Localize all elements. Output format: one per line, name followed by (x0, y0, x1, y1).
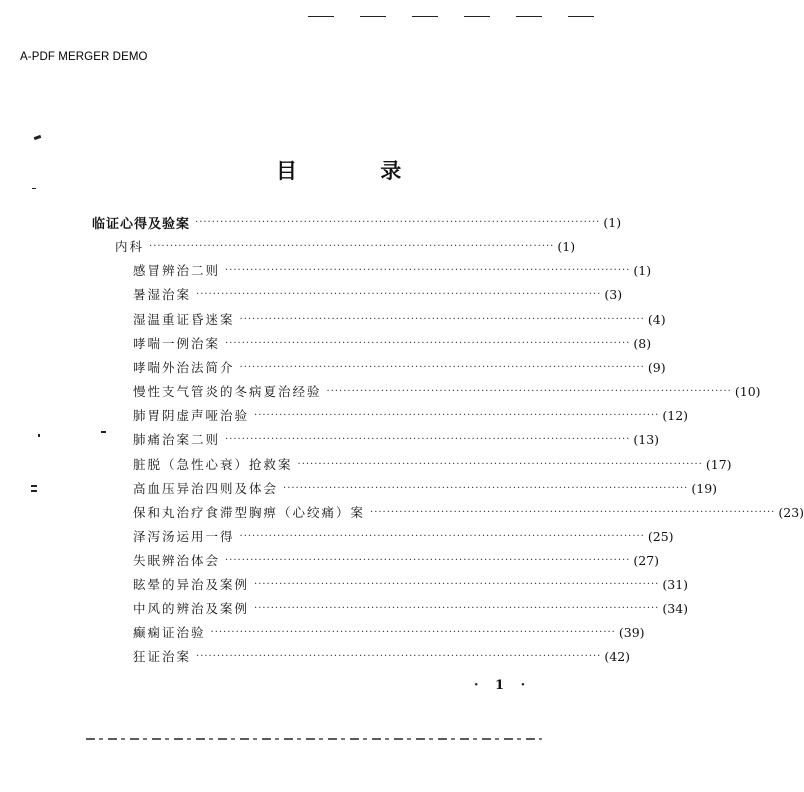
toc-entry[interactable] (133, 309, 666, 329)
toc-entry-page: ( 27 ) (633, 552, 660, 568)
toc-entry-label: 内科 (115, 239, 145, 254)
dot-leader: ································································································· (225, 264, 631, 276)
toc-entry[interactable] (133, 646, 631, 666)
toc-entry[interactable] (133, 454, 732, 474)
toc-entry-label: 失眠辨治体会 (133, 553, 221, 568)
toc-entry[interactable] (133, 405, 689, 425)
dot-leader: ································································································· (225, 337, 631, 349)
toc-entry[interactable] (133, 574, 689, 594)
dot-leader: ································································································· (254, 602, 660, 614)
toc-entry[interactable] (133, 260, 652, 280)
bottom-scan-line (86, 738, 542, 740)
top-dash-line (308, 16, 608, 22)
toc-entry-page: ( 23 ) (778, 504, 804, 520)
toc-entry-page: ( 39 ) (618, 624, 645, 640)
dot-leader: ································································································· (283, 482, 689, 494)
toc-entry-page: ( 9 ) (647, 359, 666, 375)
dot-leader: ································································································· (370, 506, 776, 518)
toc-entry[interactable] (133, 502, 804, 522)
toc-entry-label: 哮喘一例治案 (133, 336, 221, 351)
page-title: 目 录 (276, 158, 440, 183)
toc-entry-label: 中风的辨治及案例 (133, 601, 250, 616)
toc-entry-page: ( 3 ) (604, 286, 623, 302)
dot-leader: ································································································· (297, 458, 703, 470)
toc-entry-label: 高血压异治四则及体会 (133, 481, 279, 496)
toc-entry[interactable] (133, 357, 666, 377)
toc-entry-label: 哮喘外治法简介 (133, 360, 235, 375)
dot-leader: ································································································· (196, 650, 602, 662)
toc-entry[interactable] (133, 622, 645, 642)
dot-leader: ································································································· (239, 313, 645, 325)
dot-leader: ································································································· (326, 385, 732, 397)
scan-speck (32, 188, 36, 189)
toc-entry-page: ( 10 ) (734, 383, 761, 399)
toc-entry-label: 慢性支气管炎的冬病夏治经验 (133, 384, 322, 399)
toc-entry[interactable] (115, 236, 576, 256)
toc-entry[interactable] (133, 381, 761, 401)
watermark: A-PDF MERGER DEMO (20, 51, 148, 63)
toc-entry-label: 癫痫证治验 (133, 625, 206, 640)
dot-leader: ································································································· (254, 578, 660, 590)
dot-leader: ································································································· (225, 554, 631, 566)
dot-leader: ································································································· (254, 409, 660, 421)
toc-entry-label: 眩晕的异治及案例 (133, 577, 250, 592)
toc-entry[interactable] (133, 598, 689, 618)
toc-entry[interactable] (133, 526, 674, 546)
toc-entry-label: 泽泻汤运用一得 (133, 529, 235, 544)
toc-entry-page: ( 4 ) (647, 311, 666, 327)
scan-speck (38, 434, 40, 437)
toc-entry-page: ( 1 ) (603, 214, 622, 230)
toc-entry-label: 肺胃阴虚声哑治验 (133, 408, 250, 423)
toc-entry-label: 脏脱（急性心衰）抢救案 (133, 457, 293, 472)
dot-leader: ································································································· (239, 361, 645, 373)
toc-entry-page: ( 13 ) (633, 431, 660, 447)
toc-entry-label: 保和丸治疗食滞型胸痹（心绞痛）案 (133, 505, 366, 520)
toc-entry[interactable] (133, 478, 718, 498)
scan-speck (31, 485, 37, 487)
toc-entry[interactable] (133, 429, 660, 449)
toc-entry-page: ( 1 ) (557, 238, 576, 254)
toc-entry-label: 湿温重证昏迷案 (133, 312, 235, 327)
dot-leader: ································································································· (196, 288, 602, 300)
toc-entry-page: ( 25 ) (647, 528, 674, 544)
dot-leader: ································································································· (239, 530, 645, 542)
toc-entry[interactable] (133, 284, 623, 304)
toc-entry-page: ( 12 ) (662, 407, 689, 423)
dot-leader: ································································································· (149, 240, 555, 252)
toc-entry-page: ( 8 ) (633, 335, 652, 351)
toc-entry-page: ( 19 ) (691, 480, 718, 496)
toc-entry-page: ( 31 ) (662, 576, 689, 592)
scan-speck (101, 431, 106, 433)
toc-entry-label: 暑湿治案 (133, 287, 192, 302)
toc-entry-page: ( 1 ) (633, 262, 652, 278)
toc-entry-page: ( 17 ) (705, 456, 732, 472)
dot-leader: ································································································· (210, 626, 616, 638)
toc-entry-label: 感冒辨治二则 (133, 263, 221, 278)
toc-entry-label: 狂证治案 (133, 649, 192, 664)
toc-entry[interactable] (92, 212, 622, 232)
toc-entry-label: 临证心得及验案 (92, 216, 191, 232)
toc-entry-label: 肺痛治案二则 (133, 432, 221, 447)
scan-speck (31, 490, 37, 492)
toc-entry-page: ( 42 ) (604, 648, 631, 664)
scan-speck (34, 135, 42, 140)
dot-leader: ································································································· (225, 433, 631, 445)
toc-entry[interactable] (133, 333, 652, 353)
toc-entry[interactable] (133, 550, 660, 570)
page-number: · 1 · (474, 678, 532, 693)
toc-entry-page: ( 34 ) (662, 600, 689, 616)
dot-leader: ································································································· (195, 216, 601, 228)
